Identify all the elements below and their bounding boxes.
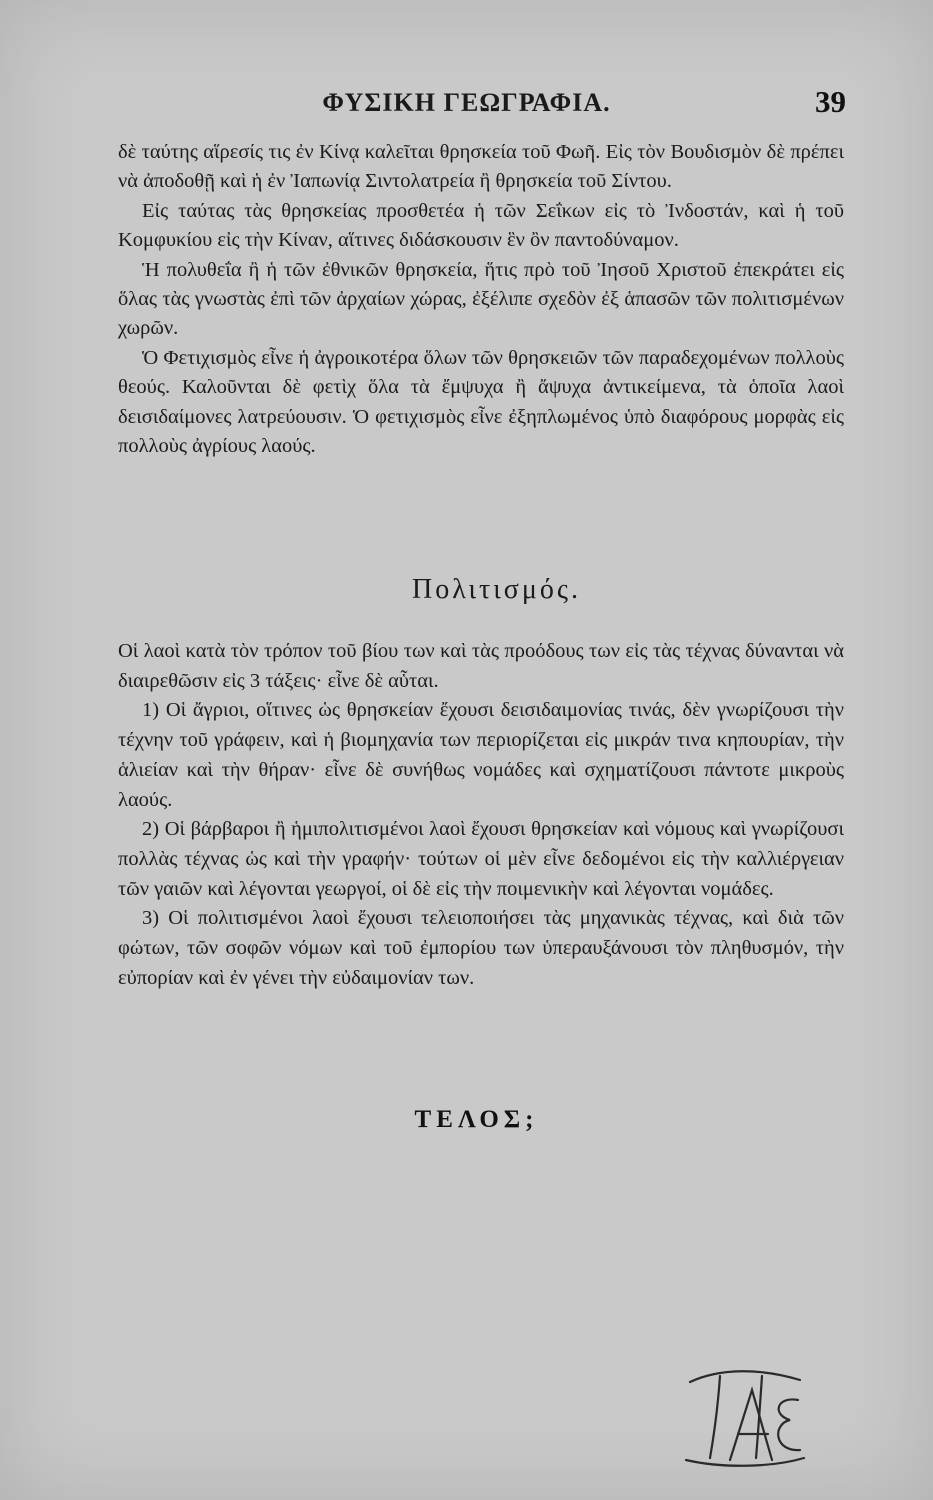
paragraph: δὲ ταύτης αἵρεσίς τις ἐν Κίνᾳ καλεῖται θρησκεία τοῦ Φωῆ. Εἰς τὸν Βουδισμὸν δὲ πρέπει νὰ ἀποδοθῇ καὶ ἡ ἐν Ἰαπωνίᾳ Σιντολατρεία ἢ θρησκεία τοῦ Σίντου. — [118, 141, 844, 193]
running-header: ΦΥΣΙΚΗ ΓΕΩΓΡΑΦΙΑ. — [322, 88, 611, 117]
text-block-religions — [118, 138, 844, 461]
paragraph: Ἡ πολυθεΐα ἢ ἡ τῶν ἐθνικῶν θρησκεία, ἥτις πρὸ τοῦ Ἰησοῦ Χριστοῦ ἐπεκράτει εἰς ὅλας τὰς γνωστὰς ἐπὶ τῶν ἀρχαίων χώρας, ἐξέλιπε σχεδὸν ἐξ ἁπασῶν τῶν πολιτισμένων χωρῶν. — [118, 258, 844, 340]
paragraph: 1) Οἱ ἄγριοι, οἵτινες ὡς θρησκείαν ἔχουσι δεισιδαιμονίας τινάς, δὲν γνωρίζουσι τὴν τέχνην τοῦ γράφειν, καὶ ἡ βιομηχανία των περιορίζεται εἰς μικράν τινα κηπουρίαν, τὴν ἁλιείαν καὶ τὴν θήραν· εἶνε δὲ συνήθως νομάδες καὶ σχηματίζουσι πάντοτε μικροὺς λαούς. — [118, 699, 844, 811]
text-block-civilization — [118, 637, 844, 993]
end-mark: ΤΕΛΟΣ; — [414, 1106, 539, 1133]
section-heading: Πολιτισμός. — [412, 574, 581, 605]
paragraph: Οἱ λαοὶ κατὰ τὸν τρόπον τοῦ βίου των καὶ τὰς προόδους των εἰς τὰς τέχνας δύνανται νὰ διαιρεθῶσιν εἰς 3 τάξεις· εἶνε δὲ αὗται. — [118, 640, 844, 692]
paragraph: 3) Οἱ πολιτισμένοι λαοὶ ἔχουσι τελειοποιήσει τὰς μηχανικὰς τέχνας, καὶ διὰ τῶν φώτων, τῶν σοφῶν νόμων καὶ τοῦ ἐμπορίου των ὑπεραυξάνουσι τὸν πληθυσμόν, τὴν εὐπορίαν καὶ ἐν γένει τὴν εὐδαιμονίαν των. — [118, 907, 844, 989]
paragraph: 2) Οἱ βάρβαροι ἢ ἡμιπολιτισμένοι λαοὶ ἔχουσι θρησκείαν καὶ νόμους καὶ γνωρίζουσι πολλὰς τέχνας ὡς καὶ τὴν γραφήν· τούτων οἱ μὲν εἶνε δεδομένοι εἰς τὴν καλλιέργειαν τῶν γαιῶν καὶ λέγονται γεωργοί, οἱ δὲ εἰς τὴν ποιμενικὴν καὶ λέγονται νομάδες. — [118, 818, 844, 900]
paragraph: Εἰς ταύτας τὰς θρησκείας προσθετέα ἡ τῶν Σεΐκων εἰς τὸ Ἰνδοστάν, καὶ ἡ τοῦ Κομφυκίου εἰς τὴν Κίναν, αἵτινες διδάσκουσιν ἓν ὂν παντοδύναμον. — [118, 199, 844, 252]
page-number: 39 — [815, 84, 846, 119]
paragraph: Ὁ Φετιχισμὸς εἶνε ἡ ἀγροικοτέρα ὅλων τῶν θρησκειῶν τῶν παραδεχομένων πολλοὺς θεούς. Καλοῦνται δὲ φετὶχ ὅλα τὰ ἔμψυχα ἢ ἄψυχα ἀντικείμενα, τὰ ὁποῖα λαοὶ δεισιδαίμονες λατρεύουσιν. Ὁ φετιχισμὸς εἶνε ἐξηπλωμένος ὑπὸ διαφόρους μορφὰς εἰς πολλοὺς ἀγρίους λαούς. — [118, 346, 844, 458]
library-monogram-stamp-icon — [680, 1360, 810, 1470]
